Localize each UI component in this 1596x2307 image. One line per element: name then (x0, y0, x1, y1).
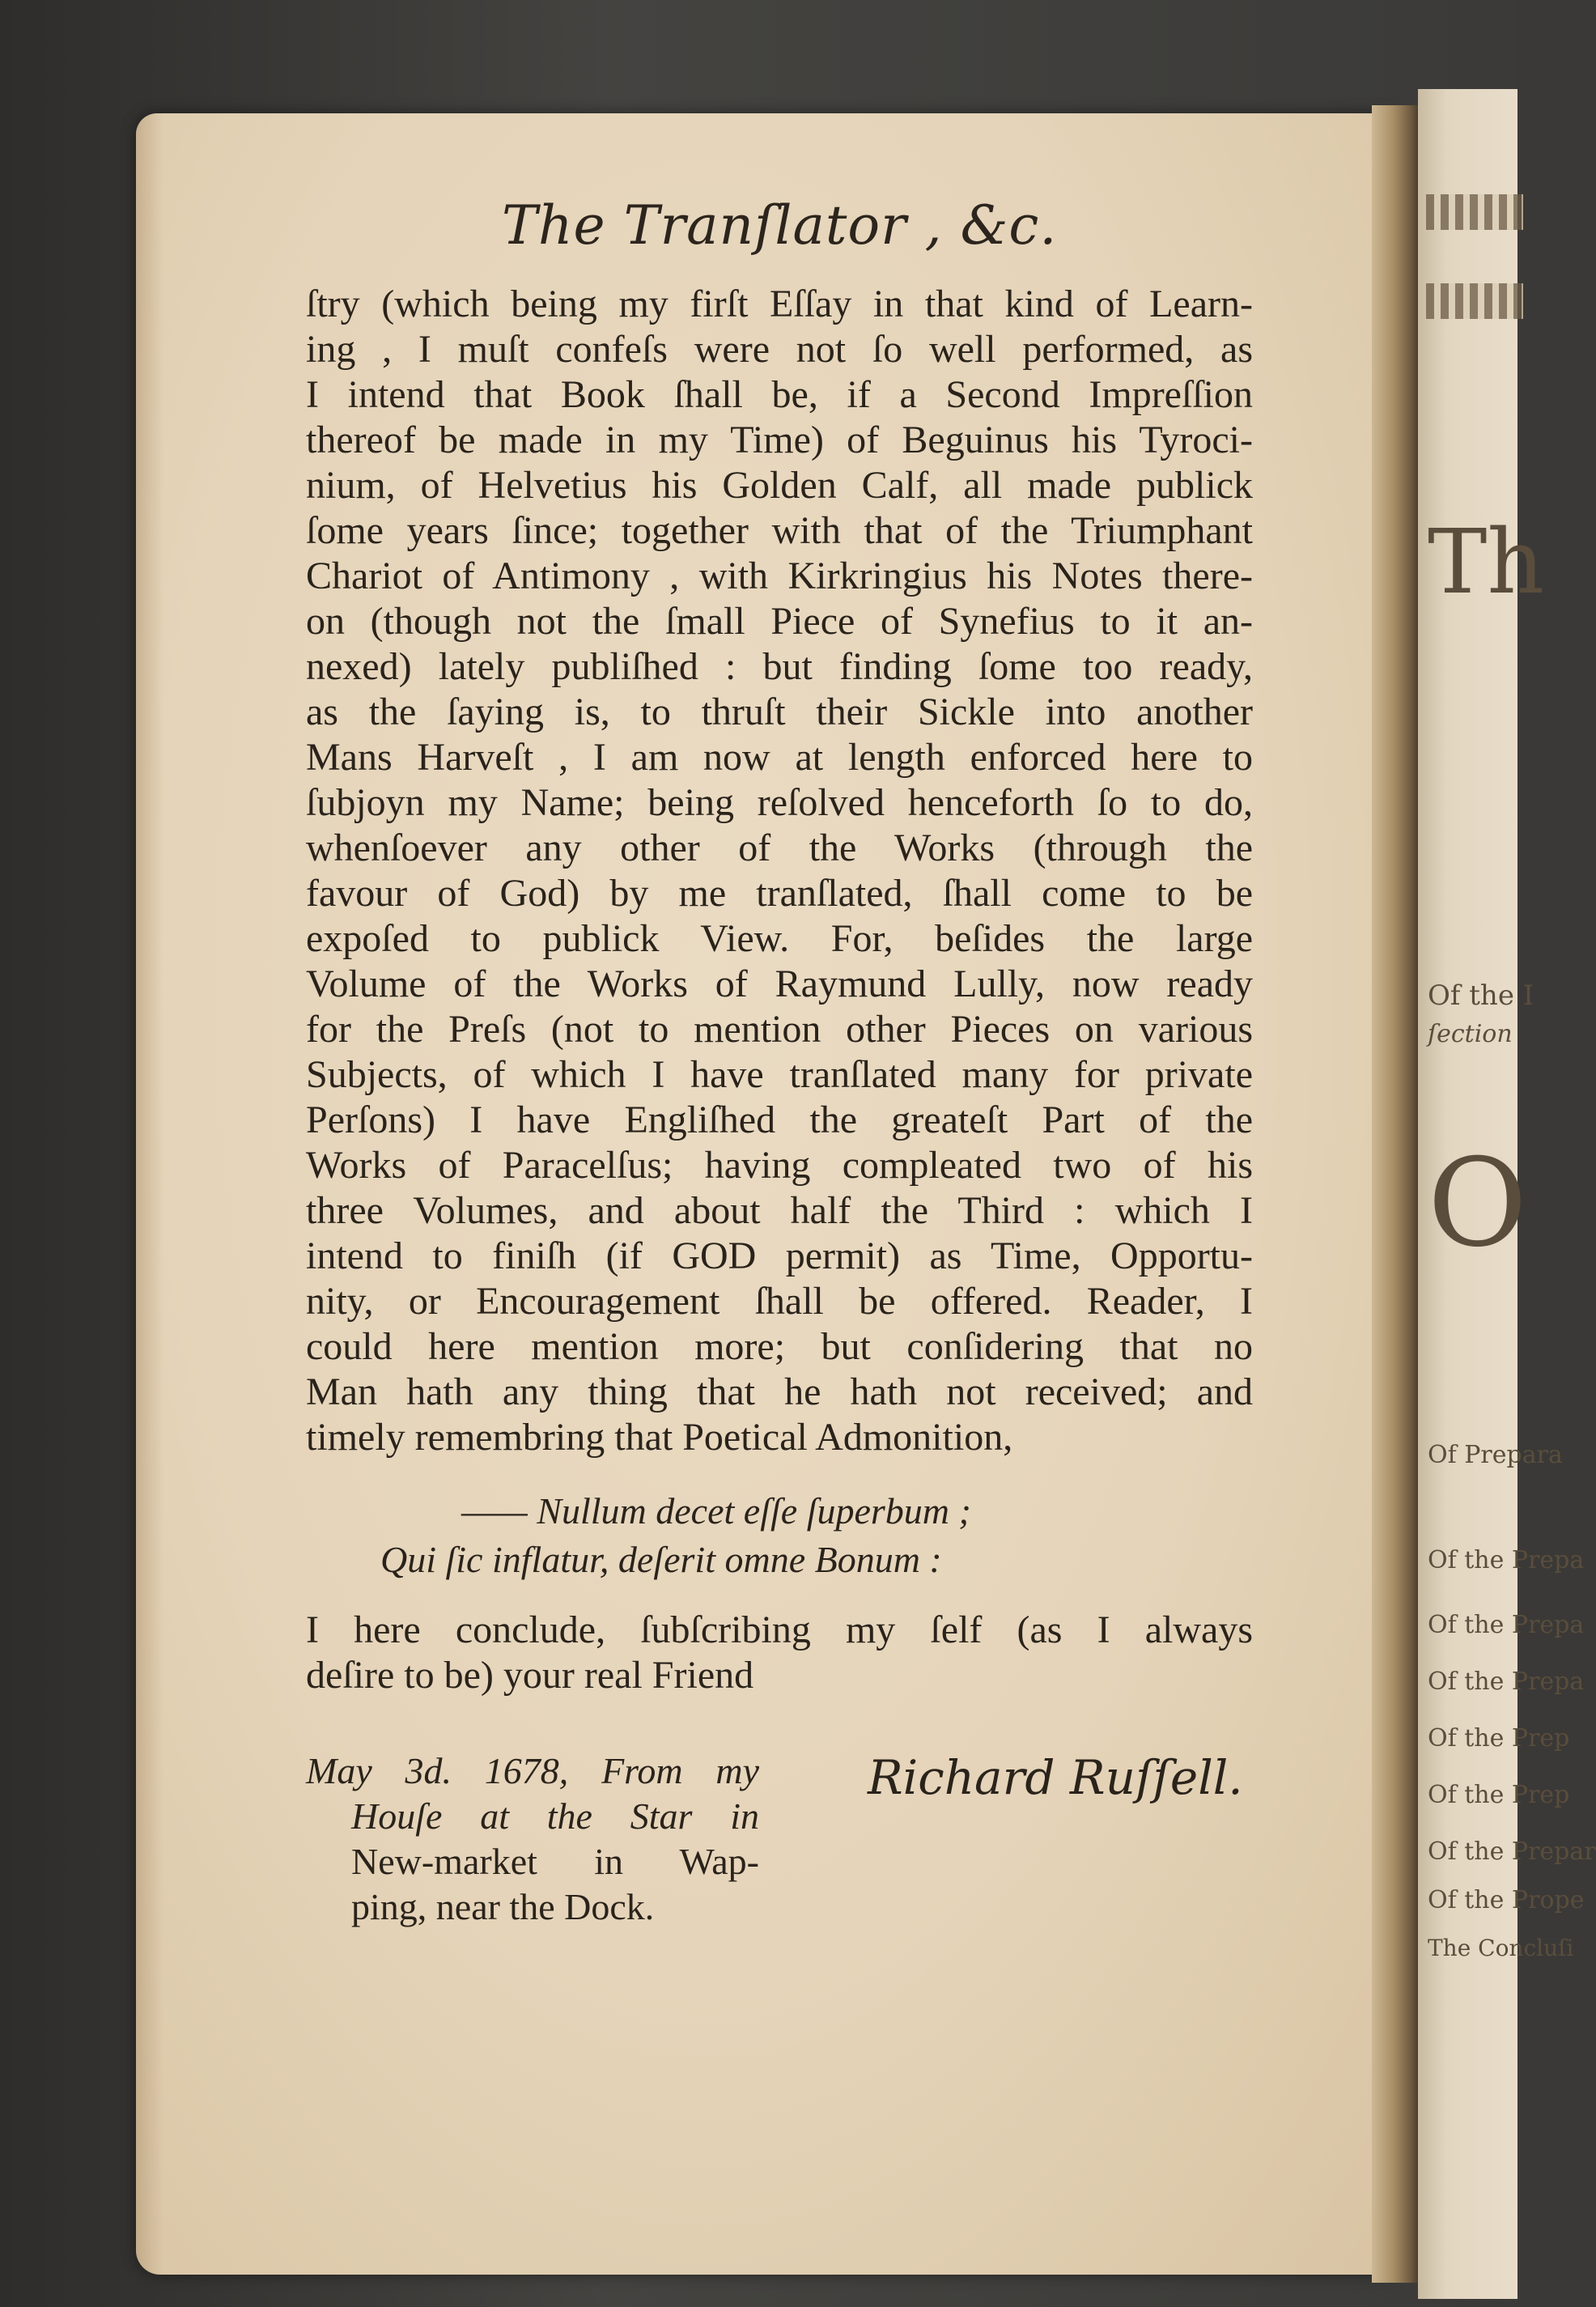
text-line: I intend that Book ſhall be, if a Second Impreſſion (306, 373, 1253, 416)
facing-page-fragment: Of the Prep (1428, 1724, 1570, 1753)
text-line: three Volumes, and about half the Third : which I (306, 1189, 1253, 1232)
facing-page-fragment: Of the Prepa (1428, 1546, 1585, 1574)
text-line: for the Preſs (not to mention other Pieces on various (306, 1008, 1253, 1051)
dateline (306, 1748, 759, 1930)
dateline-line: New-market in Wap- (351, 1841, 759, 1882)
facing-page-drop-cap: O (1428, 1133, 1527, 1274)
facing-page-fragment: Of the Prepa (1428, 1611, 1585, 1639)
text-line: intend to finiſh (if GOD permit) as Time, Opportu- (306, 1234, 1253, 1277)
text-line: nexed) lately publiſhed : but finding ſome too ready, (306, 645, 1253, 688)
ornament-band-top (1426, 194, 1523, 230)
dateline-line: ping, near the Dock. (351, 1886, 655, 1927)
text-line: as the ſaying is, to thruſt their Sickle into another (306, 690, 1253, 733)
facing-page-title-fragment: Th (1428, 510, 1545, 614)
facing-page-fragment: Of the Prope (1428, 1886, 1585, 1914)
text-line: nium, of Helvetius his Golden Calf, all made publick (306, 464, 1253, 507)
closing-paragraph (306, 1608, 1253, 1698)
text-line: Chariot of Antimony , with Kirkringius his Notes there- (306, 554, 1253, 597)
ornament-band-bottom (1426, 283, 1523, 319)
text-line: on (though not the ſmall Piece of Synefius to it an- (306, 600, 1253, 643)
verse-line-1: —— Nullum decet eſſe ſuperbum ; (461, 1490, 971, 1532)
text-line: thereof be made in my Time) of Beguinus his Tyroci- (306, 418, 1253, 461)
facing-page-edge (1418, 89, 1596, 2299)
facing-page-fragment: Of the I (1428, 979, 1534, 1012)
text-line: Mans Harveſt , I am now at length enforced here to (306, 736, 1253, 779)
text-line: Works of Paracelſus; having compleated two of his (306, 1144, 1253, 1187)
facing-page-fragment: Of the Prepar (1428, 1838, 1596, 1866)
text-line: ſome years ſince; together with that of the Triumphant (306, 509, 1253, 552)
text-line: Volume of the Works of Raymund Lully, now ready (306, 962, 1253, 1005)
body-paragraph (306, 282, 1253, 1460)
text-line: timely remembring that Poetical Admonition, (306, 1416, 1013, 1459)
book-gutter (1372, 105, 1420, 2283)
text-line: ſtry (which being my firſt Eſſay in that kind of Learn- (306, 283, 1253, 325)
facing-page-fragment: Of the Prep (1428, 1781, 1570, 1809)
running-head: The Tranſlator , &c. (502, 194, 1058, 257)
text-line: could here mention more; but conſidering that no (306, 1325, 1253, 1368)
text-line: nity, or Encouragement ſhall be offered. Reader, I (306, 1280, 1253, 1323)
signature: Richard Ruſſell. (868, 1750, 1243, 1805)
text-line: ſubjoyn my Name; being reſolved henceforth ſo to do, (306, 781, 1253, 824)
text-line: Subjects, of which I have tranſlated many for private (306, 1053, 1253, 1096)
text-line: ing , I muſt confeſs were not ſo well performed, as (306, 328, 1253, 371)
facing-page-fragment: Of the Prepa (1428, 1668, 1585, 1696)
text-line: deſire to be) your real Friend (306, 1654, 754, 1697)
verse-line-2: Qui ſic inflatur, deſerit omne Bonum : (380, 1539, 942, 1580)
text-line: whenſoever any other of the Works (through the (306, 826, 1253, 869)
facing-page-fragment: ſection (1428, 1020, 1513, 1048)
text-line: Man hath any thing that he hath not received; and (306, 1370, 1253, 1413)
text-line: expoſed to publick View. For, beſides the large (306, 917, 1253, 960)
facing-page-fragment: The Concluſi (1428, 1935, 1574, 1961)
text-line: Perſons) I have Engliſhed the greateſt Part of the (306, 1098, 1253, 1141)
facing-page-fragment: Of Prepara (1428, 1441, 1563, 1469)
text-line: I here conclude, ſubſcribing my ſelf (as I always (306, 1608, 1253, 1651)
dateline-line: May 3d. 1678, From my (306, 1750, 759, 1791)
text-line: favour of God) by me tranſlated, ſhall come to be (306, 872, 1253, 915)
dateline-line: Houſe at the Star in (351, 1795, 759, 1837)
